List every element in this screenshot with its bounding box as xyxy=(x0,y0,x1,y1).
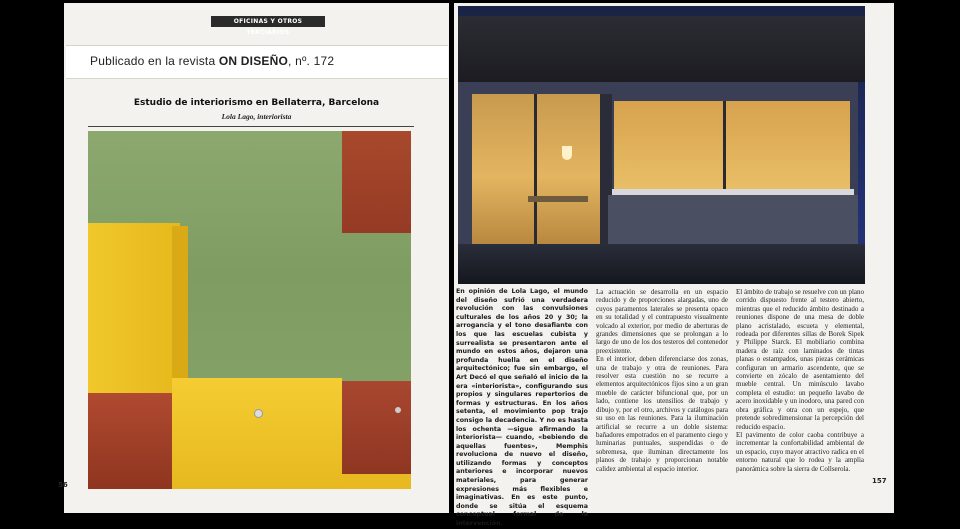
pendant-lamp xyxy=(562,146,572,160)
paragraph: La actuación se desarrolla en un espacio reducido y de proporciones alargadas, uno de cuyos paramentos laterales se presenta opaco en su totalidad y el contrapuesto visualmente volcado al exterior, por medio de aberturas de grandes dimensiones que se prolongan a lo largo de uno de los dos testeros del contenedor preexistente. xyxy=(596,288,728,355)
wood-cabinet-right xyxy=(342,381,411,489)
paragraph: El pavimento de color caoba contribuye a incrementar la confortabilidad ambiental de un espacio, cuyo mayor atractivo radica en el entorno natural que lo rodea y la amplia panorámica sobre la sierra de Collserola. xyxy=(736,430,864,473)
right-page-number: 157 xyxy=(872,477,887,485)
yellow-base-strip xyxy=(342,474,411,489)
interior-photo-cabinets xyxy=(88,131,411,489)
publication-suffix: , nº. 172 xyxy=(288,54,335,68)
right-page xyxy=(454,3,894,528)
publication-text xyxy=(90,54,334,68)
magazine-name: ON DISEÑO xyxy=(218,54,289,68)
left-page-number: 56 xyxy=(58,481,68,489)
publication-prefix: Publicado en la revista xyxy=(90,54,219,68)
building-exterior-photo xyxy=(458,6,865,284)
title-divider xyxy=(88,126,414,127)
publication-banner xyxy=(66,45,448,79)
paragraph: El ámbito de trabajo se resuelve con un plano corrido dispuesto frente al testero abierto, mientras que el reducido ámbito destinado a reuniones dispone de una mesa de doble plano acristalado, escueta y elemental, rodeada por diferentes sillas de Borek Sipek y Philippe Starck. El mobiliario combina madera de raíz con laminados de tintas planas o estampados, unas piezas cerámicas configuran un armario ascendente, que se convierte en zócalo de asentamiento del mueble central. Un minúsculo lavabo completa el estudio: un pequeño lavabo de acero inoxidable y un inodoro, una pared con obra gráfica y otra con un espejo, que pretende sobredimensionar la percepción del reducido espacio. xyxy=(736,288,864,431)
wood-panel-top-right xyxy=(342,131,411,233)
article-author: Lola Lago, interiorista xyxy=(221,112,292,121)
yellow-tower-side xyxy=(172,226,188,396)
yellow-drawer xyxy=(172,378,342,489)
right-knob xyxy=(395,407,401,413)
ground xyxy=(458,244,865,284)
text-column-1 xyxy=(456,288,588,529)
wood-cabinet-left xyxy=(88,393,172,489)
text-column-3 xyxy=(736,288,864,473)
window-mullion xyxy=(723,101,726,189)
meeting-table xyxy=(528,196,588,202)
door-frame-mid xyxy=(534,94,537,244)
paragraph: En el interior, deben diferenciarse dos zonas, una de trabajo y otra de reuniones. Para resolver esta cuestión no se recurre a elementos arquitectónicos fijos sino a un gran mueble de carácter bifuncional que, por un lado, contiene los utensilios de trabajo y dibujo y, por el otro, archivos y catálogos para su uso en las reuniones. Para la iluminación artificial se recurre a un doble sistema: bañadores empotrados en el paramento ciego y luminarias puntuales, suspendidas o de sobremesa, que iluminan directamente los planos de trabajo y proporcionan notable calidez ambiental al espacio interior. xyxy=(596,355,728,473)
roof-slab xyxy=(458,16,865,82)
section-tag: OFICINAS Y OTROS TERCIARIOS xyxy=(211,16,325,27)
intro-paragraph: En opinión de Lola Lago, el mundo del diseño sufrió una verdadera revolución con las convulsiones culturales de los años 20 y 30; la arrogancia y el tono desafiante con los que las escuelas cubista y surrealista se presentaron ante el mundo en estos años, dejaron una profunda huella en el diseño arquitectónico; fue sin embargo, el Art Decó el que señaló el inicio de la era «interiorista», configurando sus propios y singulares repertorios de formas y estructuras. En los años setenta, el movimiento pop trajo consigo la decadencia. Y no es hasta los ochenta —sigue afirmando la interiorista— cuando, «bebiendo de aquellas fuentes», Memphis revoluciona de nuevo el diseño, utilizando formas y conceptos anteriores e incorporar nuevos materiales, para generar expresiones más flexibles e imaginativas. En es este punto, donde se sitúa el esquema conceptual formal de la intervención. xyxy=(456,288,588,528)
yellow-tower xyxy=(88,223,180,398)
left-page xyxy=(58,3,449,513)
text-column-2 xyxy=(596,288,728,473)
article-title: Estudio de interiorismo en Bellaterra, Barcelona xyxy=(133,98,380,108)
drawer-knob xyxy=(254,409,263,418)
right-window xyxy=(614,101,850,189)
